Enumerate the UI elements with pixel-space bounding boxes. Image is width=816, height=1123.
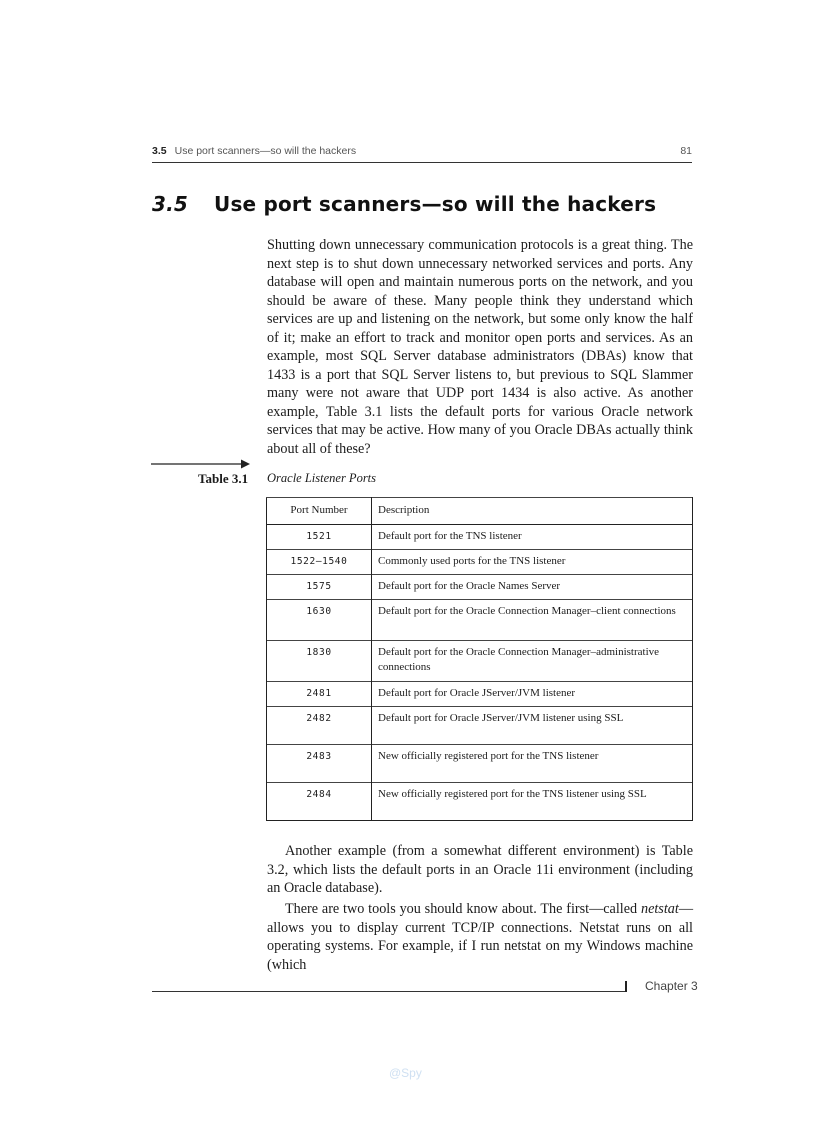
port-cell: 1630 xyxy=(267,600,372,641)
header-port-number: Port Number xyxy=(267,498,372,525)
table-row xyxy=(267,745,693,783)
header-description: Description xyxy=(372,498,693,525)
table-header-row xyxy=(267,498,693,525)
paragraph-intro: Shutting down unnecessary communication protocols is a great thing. The next step is to shut down unnecessary networked services and ports. Any database will open and maintain numerous ports on the network, and you should be aware of these. Many people think they understand which services are up and listening on the network, but some only know the half of it; make an effort to track and monitor open ports and services. As an example, most SQL Server database administrators (DBAs) know that 1433 is a port that SQL Server listens to, but previous to SQL Slammer many were not aware that UDP port 1434 is also active. As another example, Table 3.1 lists the default ports for various Oracle network services that may be active. How many of you Oracle DBAs actually think about all of these? xyxy=(267,237,693,457)
table-row xyxy=(267,783,693,821)
table-caption: Oracle Listener Ports xyxy=(267,471,377,485)
port-cell: 2481 xyxy=(267,682,372,707)
port-cell: 2482 xyxy=(267,707,372,745)
description-cell: Default port for the Oracle Names Server xyxy=(372,575,693,600)
description-cell: Default port for Oracle JServer/JVM listener xyxy=(372,682,693,707)
port-cell: 1522—1540 xyxy=(267,550,372,575)
description-cell: New officially registered port for the TNS listener xyxy=(372,745,693,783)
port-cell: 1521 xyxy=(267,525,372,550)
paragraph-netstat-before: There are two tools you should know about. The first—called xyxy=(285,901,641,917)
footer-tick xyxy=(625,981,627,992)
netstat-emphasis: netstat xyxy=(640,901,679,917)
table-row xyxy=(267,550,693,575)
running-head xyxy=(152,145,692,161)
description-cell: New officially registered port for the TNS listener using SSL xyxy=(372,783,693,821)
table-row xyxy=(267,641,693,682)
header-rule xyxy=(152,162,692,163)
section-number: 3.5 xyxy=(152,192,189,216)
watermark: @Spy xyxy=(389,1066,422,1080)
footer-rule xyxy=(152,991,626,992)
port-cell: 1830 xyxy=(267,641,372,682)
description-cell: Default port for Oracle JServer/JVM listener using SSL xyxy=(372,707,693,745)
paragraph-another-example: Another example (from a somewhat different environment) is Table 3.2, which lists the default ports in an Oracle 11i environment (including an Oracle database). xyxy=(267,843,693,896)
section-heading xyxy=(152,192,712,222)
port-cell: 1575 xyxy=(267,575,372,600)
description-cell: Default port for the TNS listener xyxy=(372,525,693,550)
description-cell: Default port for the Oracle Connection Manager–client connections xyxy=(372,600,693,641)
paragraph-netstat-after: —allows you to display current TCP/IP connections. Netstat runs on all operating systems. For example, if I run netstat on my Windows machine (which xyxy=(267,901,693,973)
table-row xyxy=(267,575,693,600)
ports-table xyxy=(266,497,693,821)
table-row xyxy=(267,525,693,550)
description-cell: Default port for the Oracle Connection Manager–administrative connections xyxy=(372,641,693,682)
paragraph-netstat xyxy=(267,900,693,974)
port-cell: 2484 xyxy=(267,783,372,821)
table-row xyxy=(267,707,693,745)
footer-chapter: Chapter 3 xyxy=(645,979,698,993)
table-arrow-icon xyxy=(151,458,251,470)
table-row xyxy=(267,600,693,641)
table-label: Table 3.1 xyxy=(198,471,249,486)
section-title: Use port scanners—so will the hackers xyxy=(214,192,657,216)
running-head-section: 3.5 xyxy=(152,145,167,157)
description-cell: Commonly used ports for the TNS listener xyxy=(372,550,693,575)
port-cell: 2483 xyxy=(267,745,372,783)
page-number: 81 xyxy=(680,145,692,157)
table-row xyxy=(267,682,693,707)
running-head-title: Use port scanners—so will the hackers xyxy=(174,145,357,157)
